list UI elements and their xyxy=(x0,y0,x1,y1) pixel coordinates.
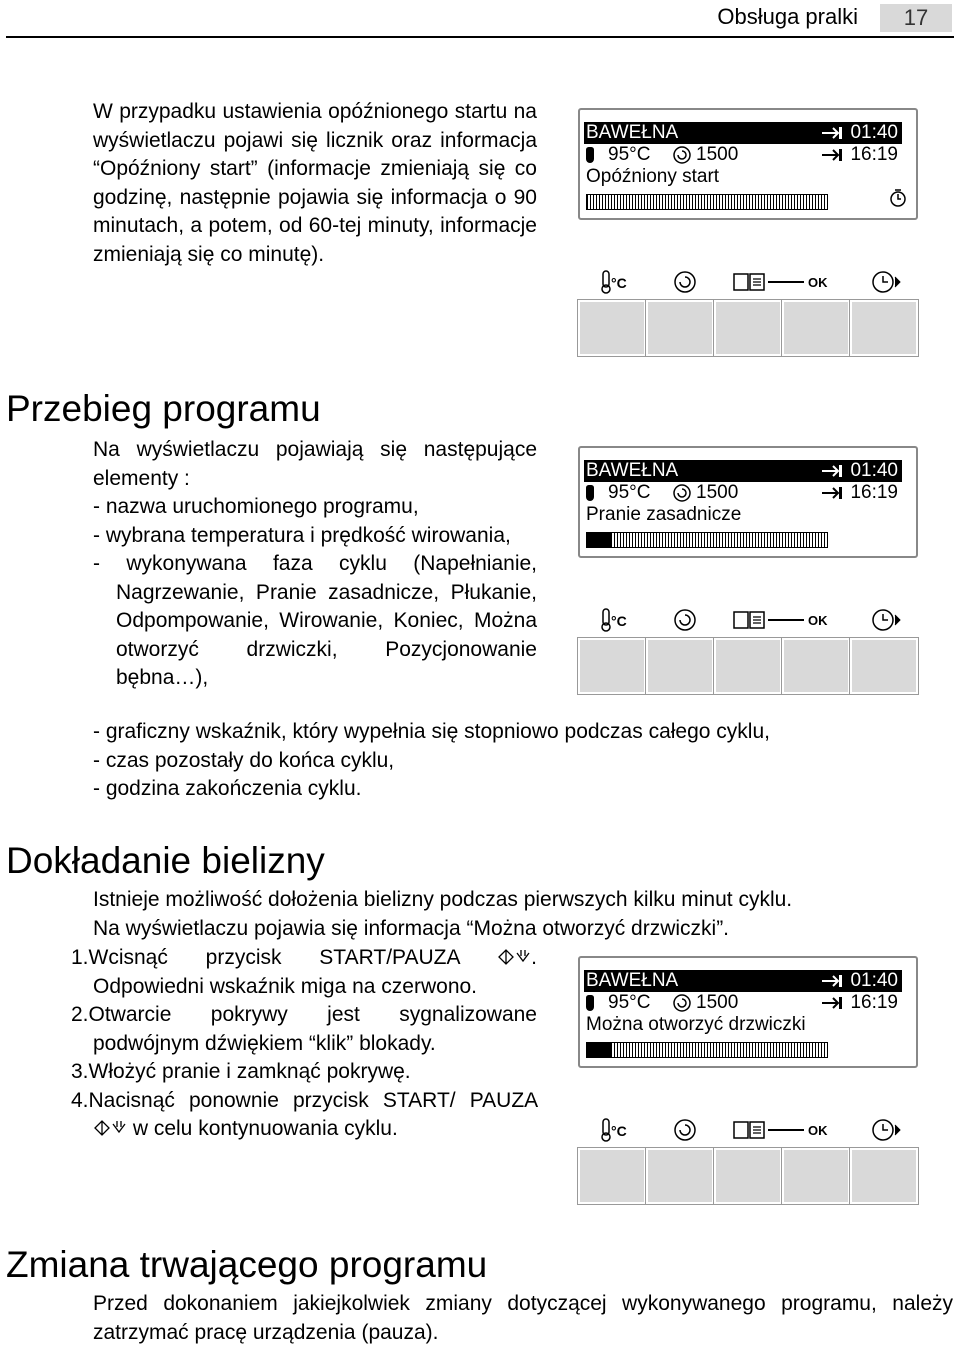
temperature-button[interactable] xyxy=(578,300,646,356)
section1-body xyxy=(93,436,537,693)
lcd-title-row xyxy=(584,122,902,144)
spin-button-icon xyxy=(672,268,698,296)
section2-intro-1: Istnieje możliwość dołożenia bielizny podczas pierwszych kilku minut cyklu. xyxy=(93,888,793,911)
phase-status: Pranie zasadnicze xyxy=(586,504,742,525)
list-item: - czas pozostały do końca cyklu, xyxy=(93,748,395,772)
lcd-title-row xyxy=(584,970,902,992)
end-time: 16:19 xyxy=(850,482,898,503)
time-left-icon xyxy=(820,122,844,144)
section2-steps xyxy=(71,944,537,1144)
lcd-settings-row xyxy=(584,482,902,504)
end-time: 16:19 xyxy=(850,144,898,165)
thermometer-icon xyxy=(586,485,594,501)
section-title-adding-laundry: Dokładanie bielizny xyxy=(6,840,325,881)
end-time: 16:19 xyxy=(850,992,898,1013)
temperature-button-icon xyxy=(600,268,634,296)
spin-button-icon xyxy=(672,606,698,634)
page-header xyxy=(6,0,954,38)
end-time-icon xyxy=(820,482,844,504)
delay-start-icon xyxy=(870,606,904,634)
lcd-screen xyxy=(578,446,918,558)
ok-button[interactable] xyxy=(782,300,850,356)
list-item: - wykonywana faza cyklu (Napełnianie, Nagrzewanie, Pranie zasadnicze, Płukanie, Odpompowanie, Wirowanie, Koniec, Można otworzyć drzwiczki, Pozycjonowanie bębna…), xyxy=(93,552,537,689)
delay-start-icon xyxy=(870,1116,904,1144)
options-button[interactable] xyxy=(714,638,782,694)
button-icons-row xyxy=(578,268,918,298)
section-title-change-program: Zmiana trwającego programu xyxy=(6,1244,488,1285)
spin-speed-value: 1500 xyxy=(696,992,739,1013)
phase-status: Opóźniony start xyxy=(586,166,720,187)
delay-timer-icon xyxy=(888,188,908,208)
progress-bar xyxy=(586,194,828,210)
time-left: 01:40 xyxy=(850,970,898,991)
progress-bar xyxy=(586,1042,828,1058)
ok-label: OK xyxy=(808,275,828,290)
temp-unit-label: °C xyxy=(611,613,627,629)
spin-icon xyxy=(672,145,692,165)
thermometer-icon xyxy=(586,147,594,163)
program-name: BAWEŁNA xyxy=(586,970,679,991)
lcd-screen xyxy=(578,956,918,1068)
options-book-icon xyxy=(732,268,832,296)
spin-speed-value: 1500 xyxy=(696,482,739,503)
program-name: BAWEŁNA xyxy=(586,122,679,143)
step-item: 2.Otwarcie pokrywy jest sygnalizowane podwójnym dźwiękiem “klik” blokady. xyxy=(71,1003,537,1055)
temp-unit-label: °C xyxy=(611,1123,627,1139)
list-item: - graficzny wskaźnik, który wypełnia się stopniowo podczas całego cyklu, xyxy=(93,720,770,743)
temperature-button[interactable] xyxy=(578,1148,646,1204)
button-row xyxy=(578,300,918,356)
time-left-icon xyxy=(820,970,844,992)
temperature-value: 95°C xyxy=(608,992,651,1013)
page-number: 17 xyxy=(880,4,952,32)
ok-button[interactable] xyxy=(782,1148,850,1204)
step-item: 3.Włożyć pranie i zamknąć pokrywę. xyxy=(71,1060,411,1083)
step-item: 1.Wcisnąć przycisk START/PAUZA . Odpowiedni wskaźnik miga na czerwono. xyxy=(71,946,537,998)
lcd-settings-row xyxy=(584,144,902,166)
list-item: - godzina zakończenia cyklu. xyxy=(93,777,362,800)
lcd-title-row xyxy=(584,460,902,482)
time-left: 01:40 xyxy=(850,122,898,143)
section1-intro: Na wyświetlaczu pojawiają się następujące elementy : xyxy=(93,438,537,490)
display-panel-1 xyxy=(578,108,918,356)
temperature-button[interactable] xyxy=(578,638,646,694)
spin-icon xyxy=(672,993,692,1013)
options-button[interactable] xyxy=(714,1148,782,1204)
section-title-program-flow: Przebieg programu xyxy=(6,388,321,429)
spin-button[interactable] xyxy=(646,638,714,694)
step-item: 4.Nacisnąć ponownie przycisk START/ PAUZA w celu kontynuowania cyklu. xyxy=(71,1088,537,1140)
options-button[interactable] xyxy=(714,300,782,356)
display-panel-3 xyxy=(578,956,918,1204)
header-title: Obsługa pralki xyxy=(717,4,858,29)
start-pause-icon xyxy=(497,947,531,967)
end-time-icon xyxy=(820,144,844,166)
ok-label: OK xyxy=(808,1123,828,1138)
ok-button[interactable] xyxy=(782,638,850,694)
button-icons-row xyxy=(578,1116,918,1146)
temperature-value: 95°C xyxy=(608,144,651,165)
list-item: - wybrana temperatura i prędkość wirowania, xyxy=(93,523,511,547)
progress-bar-fill xyxy=(587,533,611,547)
button-row xyxy=(578,638,918,694)
temperature-button-icon xyxy=(600,1116,634,1144)
options-book-icon xyxy=(732,606,832,634)
lcd-settings-row xyxy=(584,992,902,1014)
start-pause-icon xyxy=(93,1118,127,1138)
ok-label: OK xyxy=(808,613,828,628)
spin-speed-value: 1500 xyxy=(696,144,739,165)
section2-intro-2: Na wyświetlaczu pojawia się informacja “Można otworzyć drzwiczki”. xyxy=(93,916,730,940)
temp-unit-label: °C xyxy=(611,275,627,291)
spin-icon xyxy=(672,483,692,503)
options-book-icon xyxy=(732,1116,832,1144)
section1-list xyxy=(93,493,537,693)
section1-list-wide xyxy=(93,718,943,804)
time-left: 01:40 xyxy=(850,460,898,481)
delay-start-icon xyxy=(870,268,904,296)
button-row xyxy=(578,1148,918,1204)
button-icons-row xyxy=(578,606,918,636)
spin-button[interactable] xyxy=(646,300,714,356)
temperature-value: 95°C xyxy=(608,482,651,503)
progress-bar xyxy=(586,532,828,548)
thermometer-icon xyxy=(586,995,594,1011)
progress-bar-fill xyxy=(587,1043,611,1057)
lcd-screen xyxy=(578,108,918,220)
phase-status: Można otworzyć drzwiczki xyxy=(586,1014,806,1035)
end-time-icon xyxy=(820,992,844,1014)
section2-intro xyxy=(93,886,953,943)
time-left-icon xyxy=(820,460,844,482)
delay-start-button[interactable] xyxy=(850,300,918,356)
program-name: BAWEŁNA xyxy=(586,460,679,481)
display-panel-2 xyxy=(578,446,918,694)
section3-text: Przed dokonaniem jakiejkolwiek zmiany dotyczącej wykonywanego programu, należy zatrzymać pracę urządzenia (pauza). xyxy=(93,1292,953,1344)
intro-paragraph: W przypadku ustawienia opóźnionego startu na wyświetlaczu pojawi się licznik oraz informacja “Opóźniony start” (informacje zmieniają się co godzinę, następnie pojawia się informacja o 90 minutach, a potem, od 60-tej minuty, informacje zmieniają się co minutę). xyxy=(93,100,537,266)
spin-button-icon xyxy=(672,1116,698,1144)
delay-start-button[interactable] xyxy=(850,638,918,694)
list-item: - nazwa uruchomionego programu, xyxy=(93,495,419,518)
spin-button[interactable] xyxy=(646,1148,714,1204)
temperature-button-icon xyxy=(600,606,634,634)
delay-start-button[interactable] xyxy=(850,1148,918,1204)
